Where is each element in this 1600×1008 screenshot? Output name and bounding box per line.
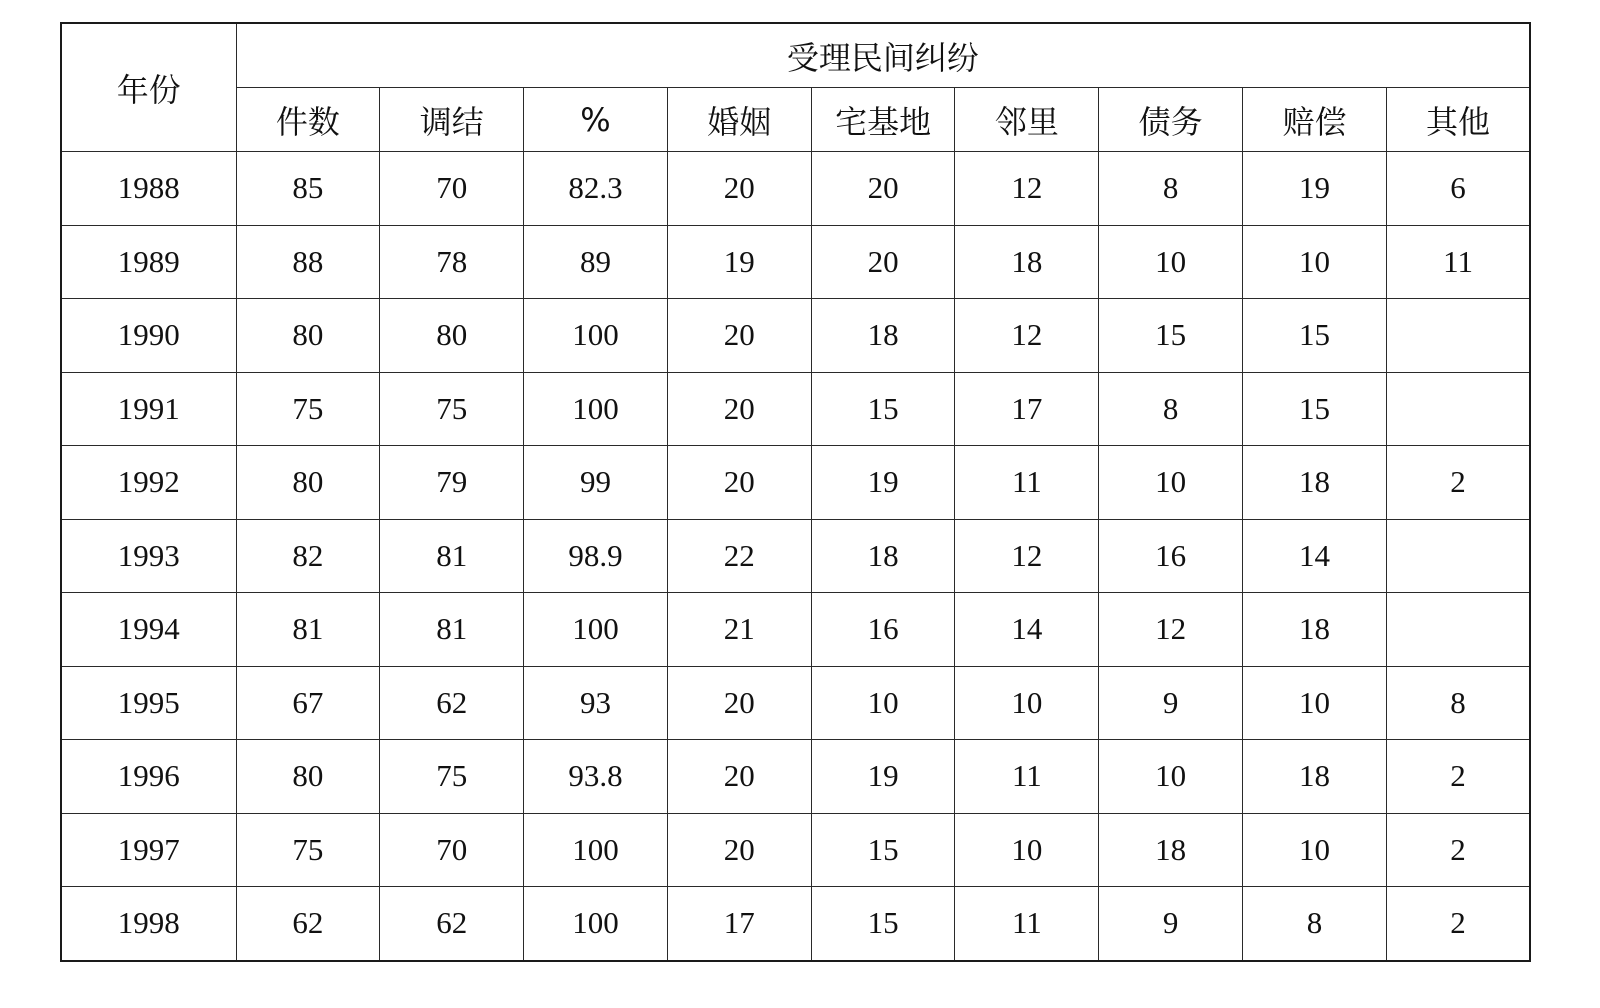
table-cell: 100 (524, 813, 668, 887)
table-cell: 10 (1099, 740, 1243, 814)
table-row (61, 372, 1530, 446)
table-cell: 16 (1099, 519, 1243, 593)
table-cell: 10 (1243, 225, 1387, 299)
table-cell: 75 (236, 813, 380, 887)
header-group: 受理民间纠纷 (236, 23, 1530, 88)
table-cell: 9 (1099, 666, 1243, 740)
year-cell: 1998 (61, 887, 236, 961)
table-cell: 70 (380, 813, 524, 887)
table-cell: 81 (236, 593, 380, 667)
table-cell: 15 (1243, 372, 1387, 446)
header-column: 件数 (236, 88, 380, 152)
table-cell: 15 (1243, 299, 1387, 373)
table-row (61, 813, 1530, 887)
table-cell: 19 (1243, 152, 1387, 226)
table-cell: 82.3 (524, 152, 668, 226)
table-cell: 2 (1386, 813, 1530, 887)
table-cell: 2 (1386, 887, 1530, 961)
table-cell: 22 (667, 519, 811, 593)
table-cell: 20 (667, 666, 811, 740)
table-cell: 75 (380, 740, 524, 814)
table-row (61, 740, 1530, 814)
table-cell: 15 (811, 813, 955, 887)
table-cell: 98.9 (524, 519, 668, 593)
table-cell: 12 (1099, 593, 1243, 667)
table-cell: 80 (236, 740, 380, 814)
table-cell: 8 (1099, 372, 1243, 446)
table-cell: 75 (236, 372, 380, 446)
table-cell: 18 (1099, 813, 1243, 887)
table-cell: 10 (955, 666, 1099, 740)
table-cell: 93.8 (524, 740, 668, 814)
table-cell: 20 (811, 152, 955, 226)
table-cell: 80 (236, 299, 380, 373)
year-cell: 1990 (61, 299, 236, 373)
table-row (61, 666, 1530, 740)
table-row (61, 299, 1530, 373)
table-cell: 80 (380, 299, 524, 373)
table-cell: 10 (1099, 225, 1243, 299)
table-cell: 75 (380, 372, 524, 446)
year-cell: 1996 (61, 740, 236, 814)
header-column: % (524, 88, 668, 152)
table-cell: 10 (1243, 666, 1387, 740)
table-cell: 2 (1386, 446, 1530, 520)
table-cell: 20 (667, 299, 811, 373)
year-cell: 1994 (61, 593, 236, 667)
table-cell: 11 (1386, 225, 1530, 299)
table-cell: 14 (1243, 519, 1387, 593)
year-cell: 1992 (61, 446, 236, 520)
table-cell: 20 (667, 372, 811, 446)
year-cell: 1997 (61, 813, 236, 887)
table-cell: 18 (955, 225, 1099, 299)
table-cell: 93 (524, 666, 668, 740)
table-cell: 62 (380, 887, 524, 961)
table-cell (1386, 372, 1530, 446)
table-cell: 8 (1243, 887, 1387, 961)
year-cell: 1991 (61, 372, 236, 446)
table-cell: 20 (667, 740, 811, 814)
table-cell: 12 (955, 519, 1099, 593)
table-row (61, 593, 1530, 667)
table-cell: 10 (955, 813, 1099, 887)
header-column: 宅基地 (811, 88, 955, 152)
table-cell: 88 (236, 225, 380, 299)
table-cell: 12 (955, 299, 1099, 373)
table-cell: 20 (667, 152, 811, 226)
table-cell: 16 (811, 593, 955, 667)
header-column: 婚姻 (667, 88, 811, 152)
table-cell: 8 (1386, 666, 1530, 740)
table-cell: 8 (1099, 152, 1243, 226)
table-cell: 20 (811, 225, 955, 299)
year-cell: 1993 (61, 519, 236, 593)
table-cell (1386, 519, 1530, 593)
table-cell: 67 (236, 666, 380, 740)
table-cell: 78 (380, 225, 524, 299)
table-cell: 81 (380, 593, 524, 667)
table-cell: 81 (380, 519, 524, 593)
table-cell: 62 (380, 666, 524, 740)
table-cell: 100 (524, 887, 668, 961)
table-cell: 17 (955, 372, 1099, 446)
header-column: 其他 (1386, 88, 1530, 152)
table-cell: 99 (524, 446, 668, 520)
table-cell: 14 (955, 593, 1099, 667)
table-cell: 15 (811, 372, 955, 446)
header-column: 邻里 (955, 88, 1099, 152)
table-cell: 18 (811, 519, 955, 593)
table-row (61, 152, 1530, 226)
table-cell: 85 (236, 152, 380, 226)
table-cell: 100 (524, 372, 668, 446)
table-cell: 11 (955, 740, 1099, 814)
table-cell: 21 (667, 593, 811, 667)
table-cell: 20 (667, 446, 811, 520)
table-cell: 15 (1099, 299, 1243, 373)
year-cell: 1989 (61, 225, 236, 299)
year-cell: 1995 (61, 666, 236, 740)
year-cell: 1988 (61, 152, 236, 226)
table-cell: 12 (955, 152, 1099, 226)
table-cell: 2 (1386, 740, 1530, 814)
table-body (61, 152, 1530, 961)
table-cell: 80 (236, 446, 380, 520)
table-cell: 62 (236, 887, 380, 961)
table-cell: 100 (524, 593, 668, 667)
table-cell: 18 (1243, 593, 1387, 667)
table-row (61, 225, 1530, 299)
table-cell: 10 (811, 666, 955, 740)
table-cell: 100 (524, 299, 668, 373)
table-cell (1386, 299, 1530, 373)
table-cell: 79 (380, 446, 524, 520)
table-cell: 82 (236, 519, 380, 593)
header-year: 年份 (61, 23, 236, 152)
table-cell: 10 (1099, 446, 1243, 520)
header-column: 债务 (1099, 88, 1243, 152)
table-cell: 18 (1243, 740, 1387, 814)
table-cell: 6 (1386, 152, 1530, 226)
table-row (61, 446, 1530, 520)
disputes-table (60, 22, 1531, 962)
table-cell: 18 (811, 299, 955, 373)
header-column: 调结 (380, 88, 524, 152)
table-cell: 19 (811, 446, 955, 520)
table-cell: 15 (811, 887, 955, 961)
table-cell (1386, 593, 1530, 667)
table-cell: 10 (1243, 813, 1387, 887)
table-row (61, 519, 1530, 593)
table-cell: 70 (380, 152, 524, 226)
table-cell: 17 (667, 887, 811, 961)
table-cell: 19 (667, 225, 811, 299)
table-row (61, 887, 1530, 961)
header-column: 赔偿 (1243, 88, 1387, 152)
table-cell: 89 (524, 225, 668, 299)
table-cell: 19 (811, 740, 955, 814)
table-cell: 11 (955, 887, 1099, 961)
table-cell: 9 (1099, 887, 1243, 961)
table-cell: 11 (955, 446, 1099, 520)
table-cell: 18 (1243, 446, 1387, 520)
table-header (61, 23, 1530, 152)
table-cell: 20 (667, 813, 811, 887)
